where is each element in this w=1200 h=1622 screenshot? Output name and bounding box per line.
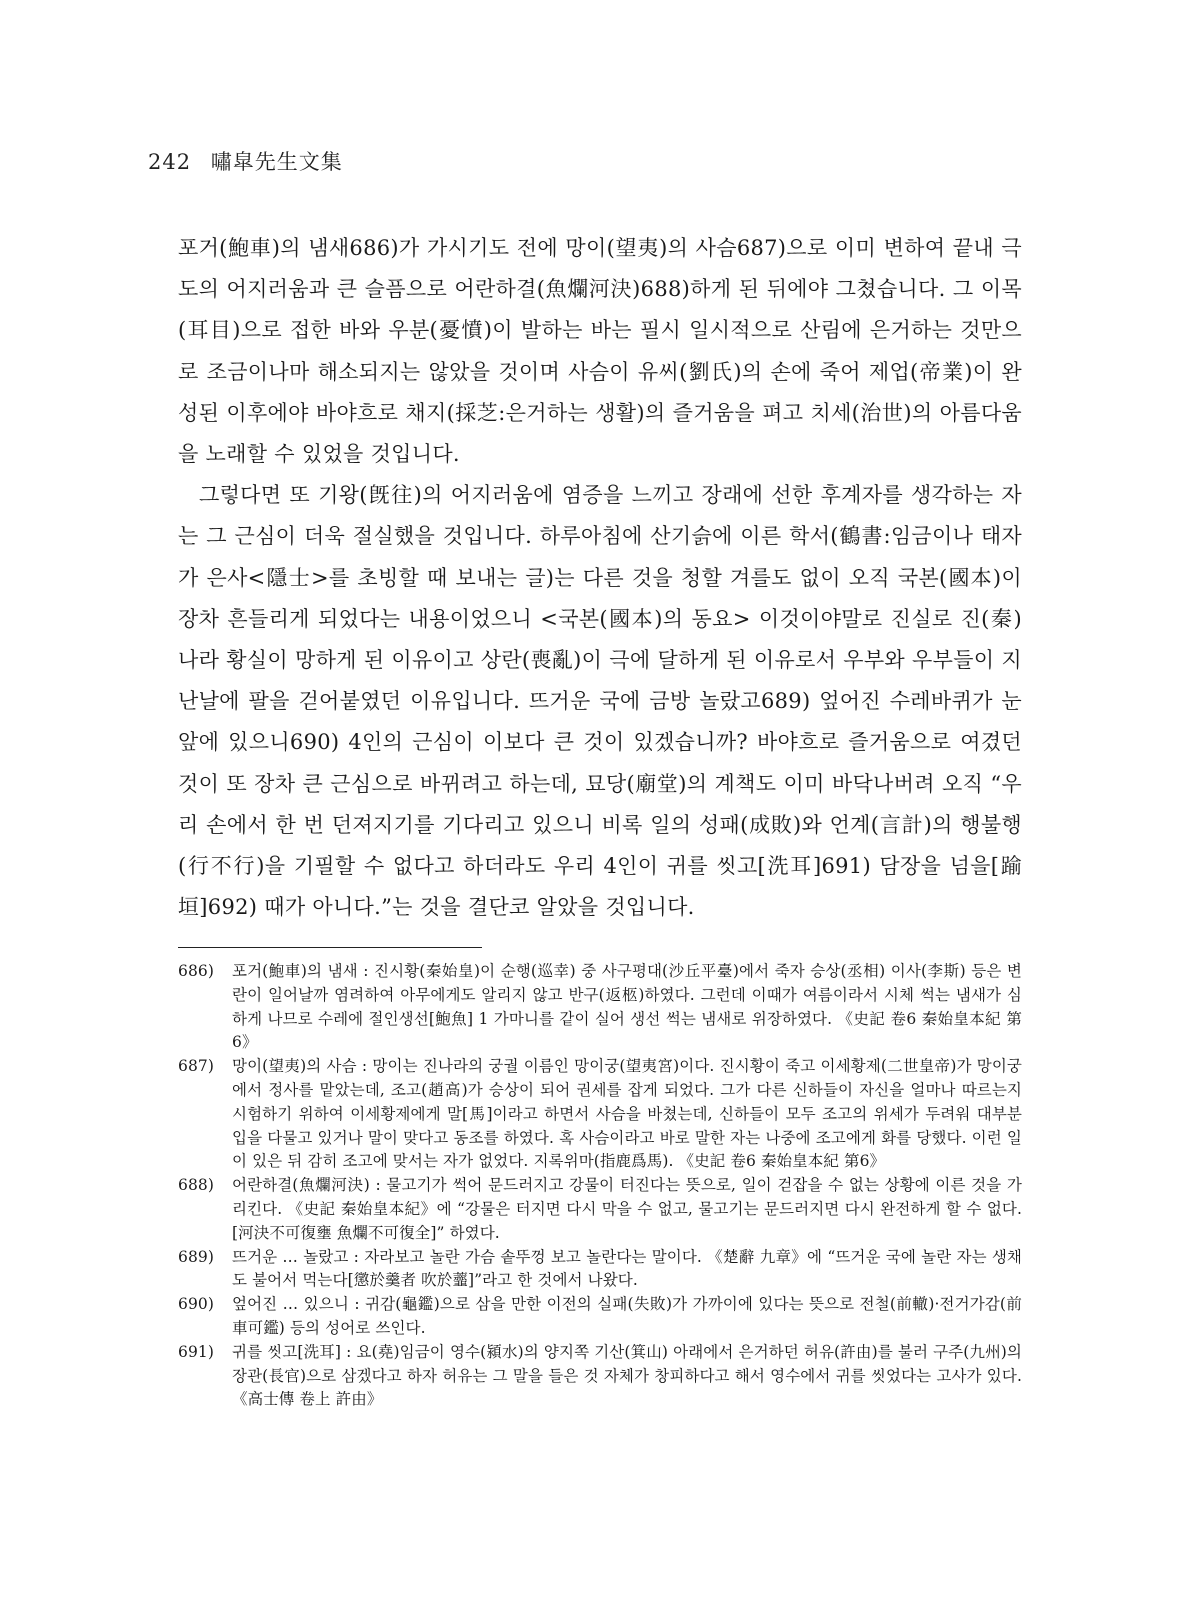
footnote-text: 어란하결(魚爛河決) : 물고기가 썩어 문드러지고 강물이 터진다는 뜻으로, 일이 걷잡을 수 없는 상황에 이른 것을 가리킨다. 《史記 秦始皇本紀》에 “강물은 터지면 다시 막을 수 없고, 물고기는 문드러지면 다시 완전하게 할 수 없다.[河決不可復壅 魚爛不可復全]” 하였다. bbox=[232, 1176, 1022, 1242]
paragraph: 그렇다면 또 기왕(旣往)의 어지러움에 염증을 느끼고 장래에 선한 후계자를 생각하는 자는 그 근심이 더욱 절실했을 것입니다. 하루아침에 산기슭에 이른 학서(鶴書:임금이나 태자가 은사<隱士>를 초빙할 때 보내는 글)는 다른 것을 청할 겨를도 없이 오직 국본(國本)이 장차 흔들리게 되었다는 내용이었으니 <국본(國本)의 동요> 이것이야말로 진실로 진(秦)나라 황실이 망하게 된 이유이고 상란(喪亂)이 극에 달하게 된 이유로서 우부와 우부들이 지난날에 팔을 걷어붙였던 이유입니다. 뜨거운 국에 금방 놀랐고689) 엎어진 수레바퀴가 눈앞에 있으니690) 4인의 근심이 이보다 큰 것이 있겠습니까? 바야흐로 즐거움으로 여겼던 것이 또 장차 큰 근심으로 바뀌려고 하는데, 묘당(廟堂)의 계책도 이미 바닥나버려 오직 “우리 손에서 한 번 던져지기를 기다리고 있으니 비록 일의 성패(成敗)와 언계(言計)의 행불행(行不行)을 기필할 수 없다고 하더라도 우리 4인이 귀를 씻고[洗耳]691) 담장을 넘을[踰垣]692) 때가 아니다.”는 것을 결단코 알았을 것입니다. bbox=[178, 483, 1022, 920]
footnote-text: 포거(鮑車)의 냄새 : 진시황(秦始皇)이 순행(巡幸) 중 사구평대(沙丘平臺)에서 죽자 승상(丞相) 이사(李斯) 등은 변란이 일어날까 염려하여 아무에게도 알리지 않고 반구(返柩)하였다. 그런데 이때가 여름이라서 시체 썩는 냄새가 심하게 나므로 수레에 절인생선[鮑魚] 1 가마니를 같이 실어 생선 썩는 냄새로 위장하였다. 《史記 卷6 秦始皇本紀 第6》 bbox=[232, 962, 1022, 1052]
footnote bbox=[178, 1174, 1022, 1245]
footnote-number: 690) bbox=[178, 1295, 215, 1314]
footnote-number: 691) bbox=[178, 1342, 215, 1361]
running-header bbox=[148, 146, 343, 176]
footnote bbox=[178, 1293, 1022, 1341]
footnote-number: 689) bbox=[178, 1247, 215, 1266]
footnote bbox=[178, 1246, 1022, 1294]
book-title: 嘯皐先生文集 bbox=[210, 150, 343, 174]
footnote bbox=[178, 960, 1022, 1055]
page-number: 242 bbox=[148, 150, 192, 174]
footnote-number: 688) bbox=[178, 1176, 215, 1195]
footnote-text: 망이(望夷)의 사슴 : 망이는 진나라의 궁궐 이름인 망이궁(望夷宮)이다. 진시황이 죽고 이세황제(二世皇帝)가 망이궁에서 정사를 맡았는데, 조고(趙高)가 승상이 되어 권세를 잡게 되었다. 그가 다른 신하들이 자신을 얼마나 따르는지 시험하기 위하여 이세황제에게 말[馬]이라고 하면서 사슴을 바쳤는데, 신하들이 모두 조고의 위세가 두려워 대부분 입을 다물고 있거나 말이 맞다고 동조를 하였다. 혹 사슴이라고 바로 말한 자는 나중에 조고에게 화를 당했다. 이런 일이 있은 뒤 감히 조고에 맞서는 자가 없었다. 지록위마(指鹿爲馬). 《史記 卷6 秦始皇本紀 第6》 bbox=[232, 1057, 1022, 1171]
main-text bbox=[178, 228, 1022, 928]
paragraph: 포거(鮑車)의 냄새686)가 가시기도 전에 망이(望夷)의 사슴687)으로 이미 변하여 끝내 극도의 어지러움과 큰 슬픔으로 어란하결(魚爛河決)688)하게 된 뒤에야 그쳤습니다. 그 이목(耳目)으로 접한 바와 우분(憂憤)이 발하는 바는 필시 일시적으로 산림에 은거하는 것만으로 조금이나마 해소되지는 않았을 것이며 사슴이 유씨(劉氏)의 손에 죽어 제업(帝業)이 완성된 이후에야 바야흐로 채지(採芝:은거하는 생활)의 즐거움을 펴고 치세(治世)의 아름다움을 노래할 수 있었을 것입니다. bbox=[178, 236, 1022, 467]
footnote-text: 뜨거운 … 놀랐고 : 자라보고 놀란 가슴 솥뚜껑 보고 놀란다는 말이다. 《楚辭 九章》에 “뜨거운 국에 놀란 자는 생채도 불어서 먹는다[懲於羹者 吹於虀]”라고 한 것에서 나왔다. bbox=[232, 1247, 1022, 1290]
footnote bbox=[178, 1341, 1022, 1412]
footnote-divider bbox=[178, 947, 482, 948]
footnote-number: 687) bbox=[178, 1057, 215, 1076]
footnotes bbox=[178, 960, 1022, 1412]
footnote-text: 엎어진 … 있으니 : 귀감(龜鑑)으로 삼을 만한 이전의 실패(失敗)가 가까이에 있다는 뜻으로 전철(前轍)·전거가감(前車可鑑) 등의 성어로 쓰인다. bbox=[232, 1295, 1022, 1337]
footnote-number: 686) bbox=[178, 962, 215, 980]
footnote bbox=[178, 1055, 1022, 1174]
footnote-text: 귀를 씻고[洗耳] : 요(堯)임금이 영수(潁水)의 양지쪽 기산(箕山) 아래에서 은거하던 허유(許由)를 불러 구주(九州)의 장관(長官)으로 삼겠다고 하자 허유는 그 말을 들은 것 자체가 창피하다고 해서 영수에서 귀를 씻었다는 고사가 있다. 《高士傳 卷上 許由》 bbox=[232, 1342, 1022, 1409]
